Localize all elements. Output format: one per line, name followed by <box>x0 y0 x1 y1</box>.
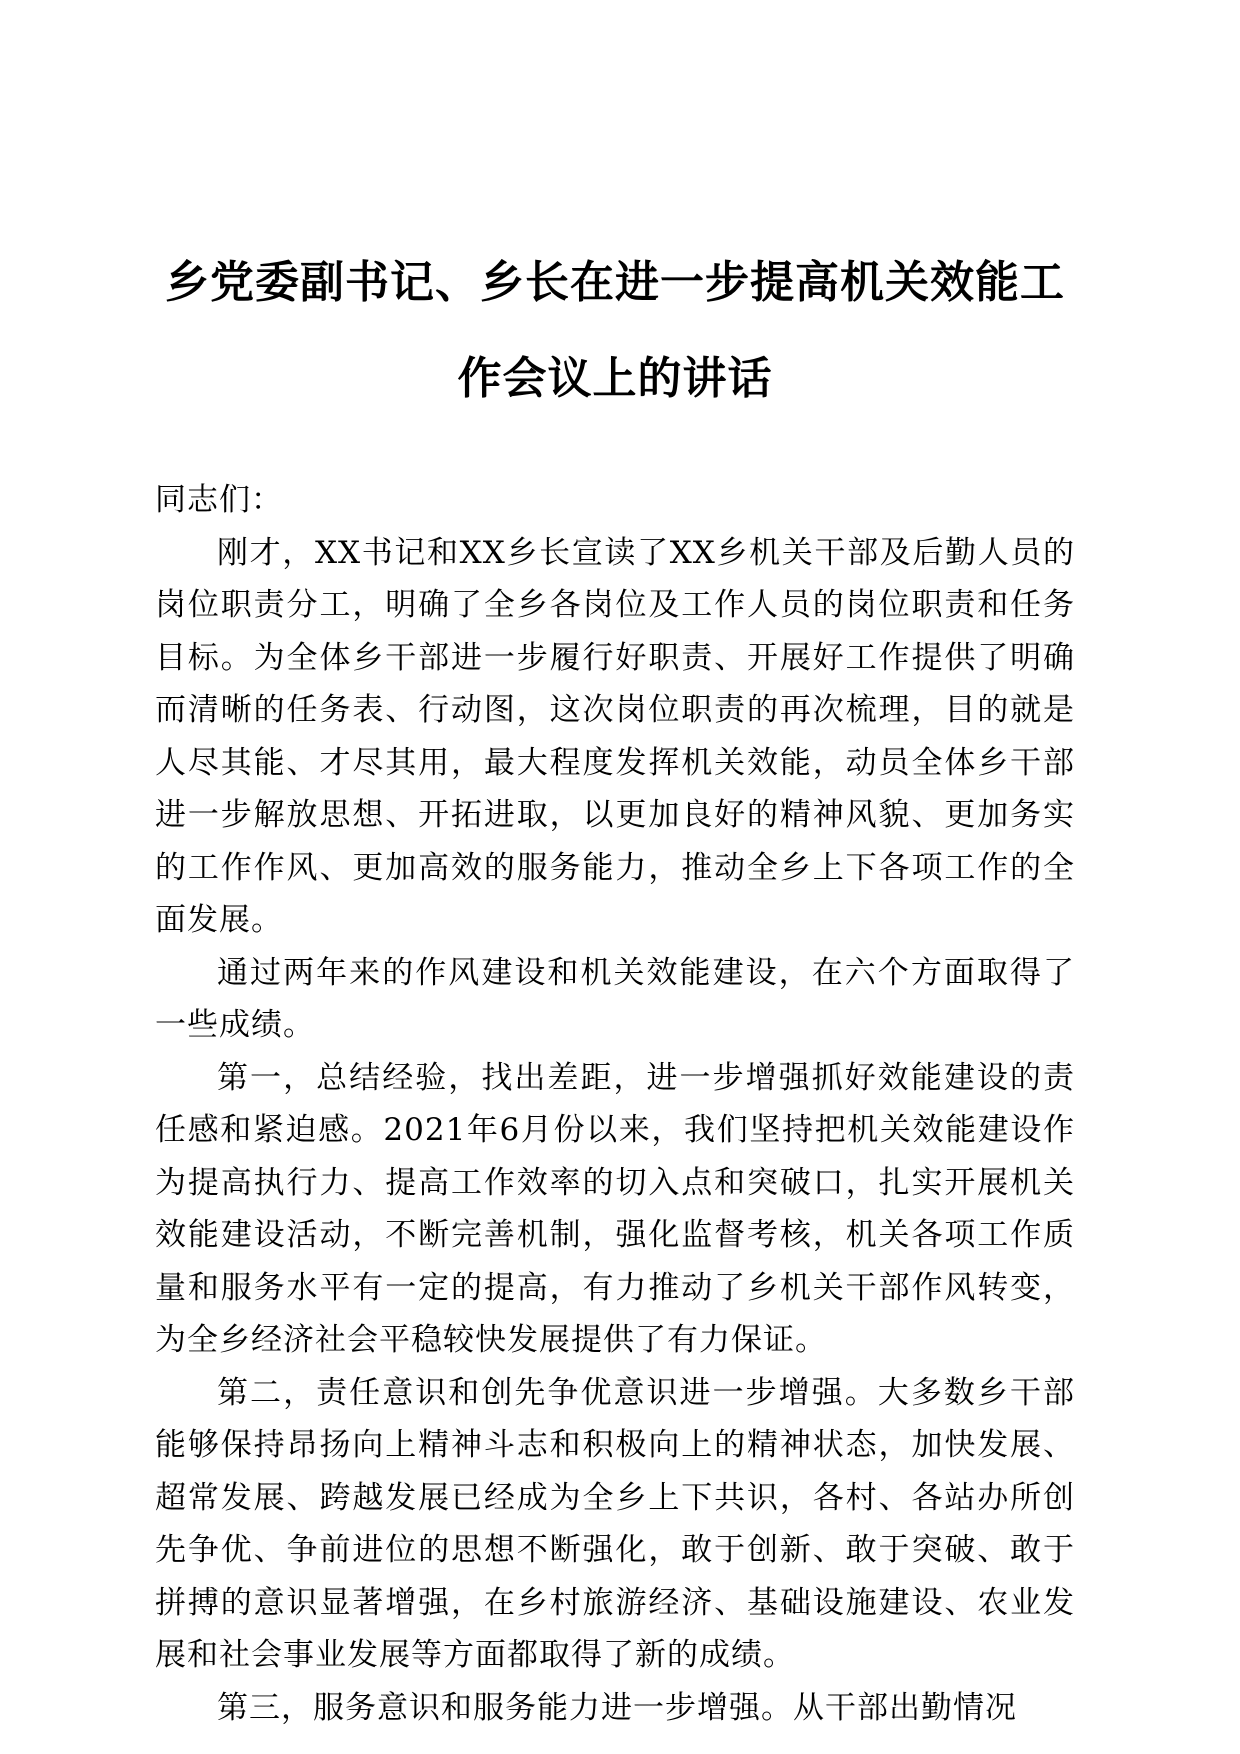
paragraph-summary: 通过两年来的作风建设和机关效能建设，在六个方面取得了一些成绩。 <box>155 954 1075 1043</box>
title-line-1: 乡党委副书记、乡长在进一步提高机关效能工 <box>165 257 1065 308</box>
document-title <box>150 235 1080 427</box>
paragraph-point-one: 第一，总结经验，找出差距，进一步增强抓好效能建设的责任感和紧迫感。2021年6月份以来，我们坚持把机关效能建设作为提高执行力、提高工作效率的切入点和突破口，扎实开展机关效能建设活动，不断完善机制，强化监督考核，机关各项工作质量和服务水平有一定的提高，有力推动了乡机关干部作风转变，为全乡经济社会平稳较快发展提供了有力保证。 <box>155 1059 1075 1358</box>
salutation: 同志们： <box>155 482 283 518</box>
paragraph-point-three: 第三，服务意识和服务能力进一步增强。从干部出勤情况 <box>217 1689 1017 1726</box>
paragraph-opening: 刚才，XX书记和XX乡长宣读了XX乡机关干部及后勤人员的岗位职责分工，明确了全乡各岗位及工作人员的岗位职责和任务目标。为全体乡干部进一步履行好职责、开展好工作提供了明确而清晰的任务表、行动图，这次岗位职责的再次梳理，目的就是人尽其能、才尽其用，最大程度发挥机关效能，动员全体乡干部进一步解放思想、开拓进取，以更加良好的精神风貌、更加务实的工作作风、更加高效的服务能力，推动全乡上下各项工作的全面发展。 <box>155 534 1075 938</box>
title-line-2: 作会议上的讲话 <box>457 353 773 404</box>
document-body <box>155 474 1075 1734</box>
paragraph-point-two: 第二，责任意识和创先争优意识进一步增强。大多数乡干部能够保持昂扬向上精神斗志和积极向上的精神状态，加快发展、超常发展、跨越发展已经成为全乡上下共识，各村、各站办所创先争优、争前进位的思想不断强化，敢于创新、敢于突破、敢于拼搏的意识显著增强，在乡村旅游经济、基础设施建设、农业发展和社会事业发展等方面都取得了新的成绩。 <box>155 1374 1075 1673</box>
